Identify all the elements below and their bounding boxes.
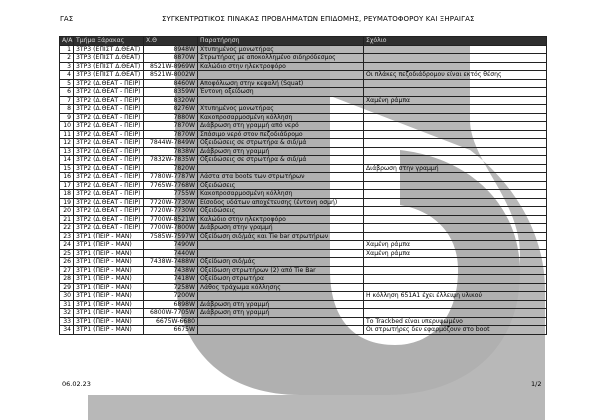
cell-comment — [364, 266, 547, 275]
cell-observation: Οξειδώσεις — [198, 207, 364, 216]
cell-observation — [198, 317, 364, 326]
table-row — [60, 198, 547, 207]
cell-index: 28 — [60, 275, 74, 284]
table-row — [60, 79, 547, 88]
cell-observation: Αποφόλιωση στην κεφαλή (Squat) — [198, 79, 364, 88]
cell-comment — [364, 62, 547, 71]
cell-chainage: 7440W — [144, 249, 198, 258]
cell-index: 12 — [60, 139, 74, 148]
table-row — [60, 122, 547, 131]
table-row — [60, 113, 547, 122]
cell-chainage: 7490W — [144, 241, 198, 250]
cell-section: 3ΤΡ2 (Δ.ΘΕΑΤ - ΠΕΙΡ) — [74, 190, 144, 199]
table-header-row — [60, 37, 547, 46]
cell-index: 13 — [60, 147, 74, 156]
cell-observation — [198, 241, 364, 250]
cell-chainage: 7585W-7597W — [144, 232, 198, 241]
cell-chainage: 7832W-7835W — [144, 156, 198, 165]
problems-table — [59, 36, 547, 335]
table-row — [60, 232, 547, 241]
cell-observation — [198, 249, 364, 258]
table-row — [60, 139, 547, 148]
cell-index: 11 — [60, 130, 74, 139]
cell-observation: Κακοπροσαρμοσμένη κόλληση — [198, 190, 364, 199]
cell-comment — [364, 130, 547, 139]
cell-comment — [364, 173, 547, 182]
cell-index: 15 — [60, 164, 74, 173]
table-row — [60, 147, 547, 156]
cell-comment — [364, 54, 547, 63]
cell-chainage: 7720W-7730W — [144, 198, 198, 207]
cell-section: 3ΤΡ1 (ΠΕΙΡ - ΜΑΝ) — [74, 317, 144, 326]
cell-comment — [364, 122, 547, 131]
cell-index: 29 — [60, 283, 74, 292]
cell-section: 3ΤΡ1 (ΠΕΙΡ - ΜΑΝ) — [74, 300, 144, 309]
cell-observation: Στρωτήρας με αποκολλημένο σιδηρόδεσμος — [198, 54, 364, 63]
cell-index: 14 — [60, 156, 74, 165]
cell-chainage: 7720W-7730W — [144, 207, 198, 216]
table-body — [60, 45, 547, 334]
cell-index: 24 — [60, 241, 74, 250]
table-row — [60, 266, 547, 275]
cell-observation: Διάβρωση στη γραμμή — [198, 309, 364, 318]
cell-comment — [364, 88, 547, 97]
cell-comment: Οι πλάκες πεζοδιάδρομου είναι εκτός θέσης — [364, 71, 547, 80]
column-header-comment: Σχόλιο — [364, 37, 547, 46]
cell-comment — [364, 224, 547, 233]
cell-observation — [198, 164, 364, 173]
cell-chainage: 8948W — [144, 45, 198, 54]
cell-index: 21 — [60, 215, 74, 224]
cell-comment — [364, 309, 547, 318]
cell-observation: Διάβρωση στη γραμμή — [198, 300, 364, 309]
cell-observation: Οξείδωση σιδ/μάς και Tie bar στρωτήρων — [198, 232, 364, 241]
cell-section: 3ΤΡ2 (Δ.ΘΕΑΤ - ΠΕΙΡ) — [74, 122, 144, 131]
cell-index: 20 — [60, 207, 74, 216]
cell-index: 8 — [60, 105, 74, 114]
table-row — [60, 215, 547, 224]
cell-index: 19 — [60, 198, 74, 207]
cell-observation: Οξειδώσεις σε στρωτήρα & σιδ/μά — [198, 139, 364, 148]
table-row — [60, 300, 547, 309]
column-header-index: Α/Α — [60, 37, 74, 46]
cell-section: 3ΤΡ2 (Δ.ΘΕΑΤ - ΠΕΙΡ) — [74, 181, 144, 190]
cell-index: 23 — [60, 232, 74, 241]
table-row — [60, 62, 547, 71]
cell-comment — [364, 79, 547, 88]
cell-chainage: 7200W — [144, 292, 198, 301]
cell-index: 25 — [60, 249, 74, 258]
cell-observation: Οξείδωση στρωτήρα — [198, 275, 364, 284]
cell-section: 3ΤΡ3 (ΕΠΙΣΤ Δ.ΘΕΑΤ) — [74, 45, 144, 54]
cell-chainage: 8870W — [144, 54, 198, 63]
cell-index: 33 — [60, 317, 74, 326]
cell-section: 3ΤΡ2 (Δ.ΘΕΑΤ - ΠΕΙΡ) — [74, 147, 144, 156]
cell-index: 18 — [60, 190, 74, 199]
cell-section: 3ΤΡ1 (ΠΕΙΡ - ΜΑΝ) — [74, 283, 144, 292]
cell-chainage: 7755W — [144, 190, 198, 199]
cell-comment: Διάβρωση στην γραμμή — [364, 164, 547, 173]
cell-chainage: 7438W — [144, 266, 198, 275]
table-row — [60, 105, 547, 114]
cell-observation: Οξείδωση στρωτήρων (2) από Tie Bar — [198, 266, 364, 275]
cell-section: 3ΤΡ2 (Δ.ΘΕΑΤ - ΠΕΙΡ) — [74, 173, 144, 182]
cell-section: 3ΤΡ3 (ΕΠΙΣΤ Δ.ΘΕΑΤ) — [74, 54, 144, 63]
cell-comment: Η κόλληση 651Α1 έχει έλλειψη υλικού — [364, 292, 547, 301]
table-row — [60, 181, 547, 190]
cell-chainage: 7838W — [144, 147, 198, 156]
cell-comment: Χαμένη ράμπα — [364, 241, 547, 250]
table-row — [60, 241, 547, 250]
document-title: ΣΥΓΚΕΝΤΡΩΤΙΚΟΣ ΠΙΝΑΚΑΣ ΠΡΟΒΛΗΜΑΤΩΝ ΕΠΙΔΟΜΗΣ, ΡΕΥΜΑΤΟΦΟΡΟΥ ΚΑΙ ΞΗΡΑΙΓΑΣ — [162, 15, 475, 23]
cell-observation: Έντονη οξείδωση — [198, 88, 364, 97]
cell-section: 3ΤΡ3 (ΕΠΙΣΤ Δ.ΘΕΑΤ) — [74, 62, 144, 71]
table-row — [60, 130, 547, 139]
cell-chainage: 7700W-8521W — [144, 215, 198, 224]
cell-chainage: 6675W-6680 — [144, 317, 198, 326]
cell-index: 1 — [60, 45, 74, 54]
cell-comment — [364, 215, 547, 224]
cell-index: 6 — [60, 88, 74, 97]
page-number: 1/2 — [531, 380, 542, 388]
cell-observation: Λάστα στα boots των στρωτήρων — [198, 173, 364, 182]
cell-section: 3ΤΡ2 (Δ.ΘΕΑΤ - ΠΕΙΡ) — [74, 96, 144, 105]
table-row — [60, 292, 547, 301]
cell-observation — [198, 71, 364, 80]
cell-chainage: 6898W — [144, 300, 198, 309]
footer-date: 06.02.23 — [62, 380, 91, 388]
cell-observation: Κακοπροσαρμοσμένη κόλληση — [198, 113, 364, 122]
table-row — [60, 224, 547, 233]
problems-table-container — [59, 36, 546, 335]
cell-observation — [198, 292, 364, 301]
table-row — [60, 283, 547, 292]
cell-section: 3ΤΡ2 (Δ.ΘΕΑΤ - ΠΕΙΡ) — [74, 198, 144, 207]
cell-observation: Λάθος τράχωμα κόλλησης — [198, 283, 364, 292]
cell-section: 3ΤΡ3 (ΕΠΙΣΤ Δ.ΘΕΑΤ) — [74, 71, 144, 80]
cell-observation: Οξείδωση σιδ/μάς — [198, 258, 364, 267]
cell-section: 3ΤΡ1 (ΠΕΙΡ - ΜΑΝ) — [74, 309, 144, 318]
cell-observation: Χτυπημένος μονωτήρας — [198, 105, 364, 114]
cell-section: 3ΤΡ2 (Δ.ΘΕΑΤ - ΠΕΙΡ) — [74, 79, 144, 88]
cell-observation: Διάβρωση στην γραμμή — [198, 224, 364, 233]
cell-section: 3ΤΡ1 (ΠΕΙΡ - ΜΑΝ) — [74, 249, 144, 258]
column-header-observation: Παρατήρηση — [198, 37, 364, 46]
cell-index: 10 — [60, 122, 74, 131]
cell-chainage: 7820W — [144, 164, 198, 173]
cell-chainage: 7870W — [144, 130, 198, 139]
cell-index: 17 — [60, 181, 74, 190]
cell-observation: Καλώδιο στην ηλεκτροφόρο — [198, 215, 364, 224]
cell-index: 22 — [60, 224, 74, 233]
cell-chainage: 8359W — [144, 88, 198, 97]
cell-section: 3ΤΡ2 (Δ.ΘΕΑΤ - ΠΕΙΡ) — [74, 164, 144, 173]
cell-section: 3ΤΡ1 (ΠΕΙΡ - ΜΑΝ) — [74, 241, 144, 250]
cell-section: 3ΤΡ2 (Δ.ΘΕΑΤ - ΠΕΙΡ) — [74, 113, 144, 122]
cell-comment — [364, 198, 547, 207]
table-row — [60, 54, 547, 63]
cell-index: 2 — [60, 54, 74, 63]
table-row — [60, 326, 547, 335]
cell-observation: Χτυπημένος μονωτήρας — [198, 45, 364, 54]
cell-section: 3ΤΡ2 (Δ.ΘΕΑΤ - ΠΕΙΡ) — [74, 130, 144, 139]
cell-index: 32 — [60, 309, 74, 318]
cell-observation: Σπάσιμο νερό στον πεζοδιάδρομο — [198, 130, 364, 139]
cell-comment — [364, 232, 547, 241]
table-row — [60, 317, 547, 326]
cell-index: 27 — [60, 266, 74, 275]
table-row — [60, 275, 547, 284]
cell-index: 7 — [60, 96, 74, 105]
cell-chainage: 7418W — [144, 275, 198, 284]
cell-comment — [364, 300, 547, 309]
cell-section: 3ΤΡ1 (ΠΕΙΡ - ΜΑΝ) — [74, 258, 144, 267]
cell-section: 3ΤΡ1 (ΠΕΙΡ - ΜΑΝ) — [74, 232, 144, 241]
cell-index: 4 — [60, 71, 74, 80]
cell-chainage: 8460W — [144, 79, 198, 88]
cell-observation: Καλώδιο στην ηλεκτροφόρο — [198, 62, 364, 71]
cell-chainage: 8276W — [144, 105, 198, 114]
table-row — [60, 249, 547, 258]
cell-observation: Οξειδώσεις — [198, 181, 364, 190]
cell-chainage: 8320W — [144, 96, 198, 105]
table-row — [60, 164, 547, 173]
cell-chainage: 7880W — [144, 113, 198, 122]
cell-comment — [364, 207, 547, 216]
cell-chainage: 7870W — [144, 122, 198, 131]
cell-section: 3ΤΡ1 (ΠΕΙΡ - ΜΑΝ) — [74, 266, 144, 275]
cell-chainage: 7844W-7849W — [144, 139, 198, 148]
cell-chainage: 7438W-7488W — [144, 258, 198, 267]
cell-section: 3ΤΡ1 (ΠΕΙΡ - ΜΑΝ) — [74, 326, 144, 335]
cell-observation: Οξειδώσεις σε στρωτήρα & σιδ/μά — [198, 156, 364, 165]
cell-observation: Είσοδος υδάτων αποχέτευσης (έντονη οσμή) — [198, 198, 364, 207]
table-row — [60, 96, 547, 105]
cell-comment — [364, 113, 547, 122]
cell-comment — [364, 45, 547, 54]
cell-chainage: 6675W — [144, 326, 198, 335]
table-row — [60, 156, 547, 165]
cell-section: 3ΤΡ2 (Δ.ΘΕΑΤ - ΠΕΙΡ) — [74, 215, 144, 224]
cell-comment — [364, 139, 547, 148]
cell-section: 3ΤΡ2 (Δ.ΘΕΑΤ - ΠΕΙΡ) — [74, 224, 144, 233]
cell-comment — [364, 190, 547, 199]
cell-observation: Διάβρωση στη γραμμή — [198, 147, 364, 156]
table-row — [60, 207, 547, 216]
cell-comment — [364, 156, 547, 165]
cell-comment: Χαμένη ράμπα — [364, 96, 547, 105]
table-row — [60, 258, 547, 267]
cell-comment — [364, 181, 547, 190]
cell-comment — [364, 258, 547, 267]
cell-comment — [364, 105, 547, 114]
cell-observation — [198, 326, 364, 335]
cell-observation: Διάβρωση στη γραμμή από νερό — [198, 122, 364, 131]
table-row — [60, 173, 547, 182]
cell-comment: Το Trackbed είναι υπερυψωμένο — [364, 317, 547, 326]
cell-index: 34 — [60, 326, 74, 335]
table-row — [60, 71, 547, 80]
cell-section: 3ΤΡ2 (Δ.ΘΕΑΤ - ΠΕΙΡ) — [74, 105, 144, 114]
cell-index: 16 — [60, 173, 74, 182]
cell-chainage: 7258W — [144, 283, 198, 292]
cell-comment: Χαμένη ράμπα — [364, 249, 547, 258]
table-row — [60, 190, 547, 199]
table-row — [60, 88, 547, 97]
cell-chainage: 8521W-8002W — [144, 71, 198, 80]
cell-chainage: 7700W-7800W — [144, 224, 198, 233]
cell-comment — [364, 147, 547, 156]
cell-section: 3ΤΡ2 (Δ.ΘΕΑΤ - ΠΕΙΡ) — [74, 139, 144, 148]
cell-index: 3 — [60, 62, 74, 71]
cell-index: 26 — [60, 258, 74, 267]
cell-observation — [198, 96, 364, 105]
table-row — [60, 309, 547, 318]
cell-chainage: 7780W-7787W — [144, 173, 198, 182]
cell-comment — [364, 283, 547, 292]
cell-comment — [364, 275, 547, 284]
header-code: ΓΑΣ — [60, 15, 74, 23]
table-row — [60, 45, 547, 54]
cell-section: 3ΤΡ2 (Δ.ΘΕΑΤ - ΠΕΙΡ) — [74, 207, 144, 216]
column-header-section: Τμήμα Ξάρακας — [74, 37, 144, 46]
cell-section: 3ΤΡ2 (Δ.ΘΕΑΤ - ΠΕΙΡ) — [74, 156, 144, 165]
cell-index: 9 — [60, 113, 74, 122]
cell-section: 3ΤΡ1 (ΠΕΙΡ - ΜΑΝ) — [74, 275, 144, 284]
cell-index: 30 — [60, 292, 74, 301]
cell-comment: Οι στρωτήρες δεν εφαρμόζουν στο boot — [364, 326, 547, 335]
cell-section: 3ΤΡ2 (Δ.ΘΕΑΤ - ΠΕΙΡ) — [74, 88, 144, 97]
column-header-chainage: Χ.Θ — [144, 37, 198, 46]
cell-chainage: 8521W-8969W — [144, 62, 198, 71]
cell-chainage: 7765W-7768W — [144, 181, 198, 190]
cell-section: 3ΤΡ1 (ΠΕΙΡ - ΜΑΝ) — [74, 292, 144, 301]
cell-index: 5 — [60, 79, 74, 88]
cell-index: 31 — [60, 300, 74, 309]
cell-chainage: 6800W-7705W — [144, 309, 198, 318]
